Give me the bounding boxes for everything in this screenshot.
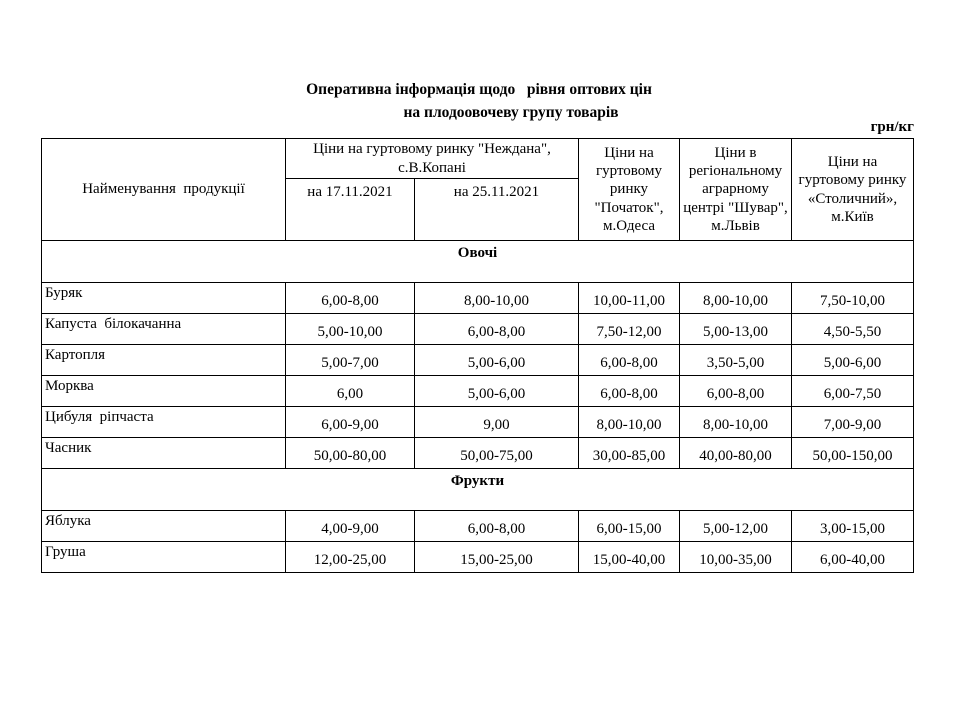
product-name-cell: Морква xyxy=(42,376,286,407)
document-title-line-2: на плодоовочеву групу товарів xyxy=(403,104,619,121)
price-cell: 6,00-7,50 xyxy=(792,376,914,407)
col-header-date-25-11: на 25.11.2021 xyxy=(415,179,579,241)
section-label-vegetables: Овочі xyxy=(42,241,914,283)
table-row xyxy=(42,438,914,469)
product-name-cell: Яблука xyxy=(42,511,286,542)
price-cell: 6,00-8,00 xyxy=(579,345,680,376)
price-cell: 5,00-7,00 xyxy=(286,345,415,376)
price-cell: 6,00-8,00 xyxy=(579,376,680,407)
table-row xyxy=(42,314,914,345)
price-cell: 50,00-75,00 xyxy=(415,438,579,469)
price-cell: 6,00-40,00 xyxy=(792,542,914,573)
price-cell: 5,00-12,00 xyxy=(680,511,792,542)
price-cell: 40,00-80,00 xyxy=(680,438,792,469)
table-row xyxy=(42,376,914,407)
col-header-kyiv-stolychnyi-market: Ціни на гуртовому ринку «Столичний», м.Київ xyxy=(792,139,914,241)
price-cell: 15,00-25,00 xyxy=(415,542,579,573)
price-cell: 6,00 xyxy=(286,376,415,407)
product-name-cell: Груша xyxy=(42,542,286,573)
price-cell: 30,00-85,00 xyxy=(579,438,680,469)
product-name-cell: Часник xyxy=(42,438,286,469)
price-cell: 10,00-35,00 xyxy=(680,542,792,573)
price-cell: 8,00-10,00 xyxy=(680,283,792,314)
table-row xyxy=(42,511,914,542)
price-cell: 3,00-15,00 xyxy=(792,511,914,542)
price-cell: 6,00-9,00 xyxy=(286,407,415,438)
col-header-date-17-11: на 17.11.2021 xyxy=(286,179,415,241)
section-row-fruits xyxy=(42,469,914,511)
header-row-1 xyxy=(42,139,914,179)
price-cell: 5,00-6,00 xyxy=(792,345,914,376)
price-cell: 50,00-150,00 xyxy=(792,438,914,469)
price-cell: 6,00-8,00 xyxy=(415,314,579,345)
section-label-fruits: Фрукти xyxy=(42,469,914,511)
product-name-cell: Картопля xyxy=(42,345,286,376)
price-cell: 8,00-10,00 xyxy=(680,407,792,438)
col-header-nezhdana-market: Ціни на гуртовому ринку "Неждана", с.В.Копані xyxy=(286,139,579,179)
price-cell: 6,00-8,00 xyxy=(286,283,415,314)
price-cell: 50,00-80,00 xyxy=(286,438,415,469)
price-cell: 6,00-8,00 xyxy=(680,376,792,407)
price-cell: 5,00-13,00 xyxy=(680,314,792,345)
product-name-cell: Капуста білокачанна xyxy=(42,314,286,345)
table-row xyxy=(42,283,914,314)
price-cell: 8,00-10,00 xyxy=(415,283,579,314)
price-cell: 6,00-15,00 xyxy=(579,511,680,542)
product-name-cell: Буряк xyxy=(42,283,286,314)
unit-label: грн/кг xyxy=(870,119,914,135)
product-name-cell: Цибуля ріпчаста xyxy=(42,407,286,438)
price-cell: 5,00-10,00 xyxy=(286,314,415,345)
price-cell: 7,50-12,00 xyxy=(579,314,680,345)
col-header-odesa-market: Ціни на гуртовому ринку "Початок", м.Одеса xyxy=(579,139,680,241)
col-header-product-name: Найменування продукції xyxy=(42,139,286,241)
price-cell: 7,00-9,00 xyxy=(792,407,914,438)
price-cell: 10,00-11,00 xyxy=(579,283,680,314)
price-cell: 12,00-25,00 xyxy=(286,542,415,573)
wholesale-prices-table xyxy=(41,138,914,573)
table-row xyxy=(42,542,914,573)
document-title-line-1: Оперативна інформація щодо рівня оптових цін xyxy=(306,81,652,98)
price-cell: 5,00-6,00 xyxy=(415,376,579,407)
price-cell: 7,50-10,00 xyxy=(792,283,914,314)
price-cell: 8,00-10,00 xyxy=(579,407,680,438)
price-cell: 6,00-8,00 xyxy=(415,511,579,542)
price-cell: 9,00 xyxy=(415,407,579,438)
section-row-vegetables xyxy=(42,241,914,283)
table-row xyxy=(42,345,914,376)
price-cell: 5,00-6,00 xyxy=(415,345,579,376)
table-row xyxy=(42,407,914,438)
price-cell: 3,50-5,00 xyxy=(680,345,792,376)
price-cell: 15,00-40,00 xyxy=(579,542,680,573)
col-header-lviv-shuvar-market: Ціни в регіональному аграрному центрі "Шувар", м.Львів xyxy=(680,139,792,241)
price-cell: 4,50-5,50 xyxy=(792,314,914,345)
price-cell: 4,00-9,00 xyxy=(286,511,415,542)
